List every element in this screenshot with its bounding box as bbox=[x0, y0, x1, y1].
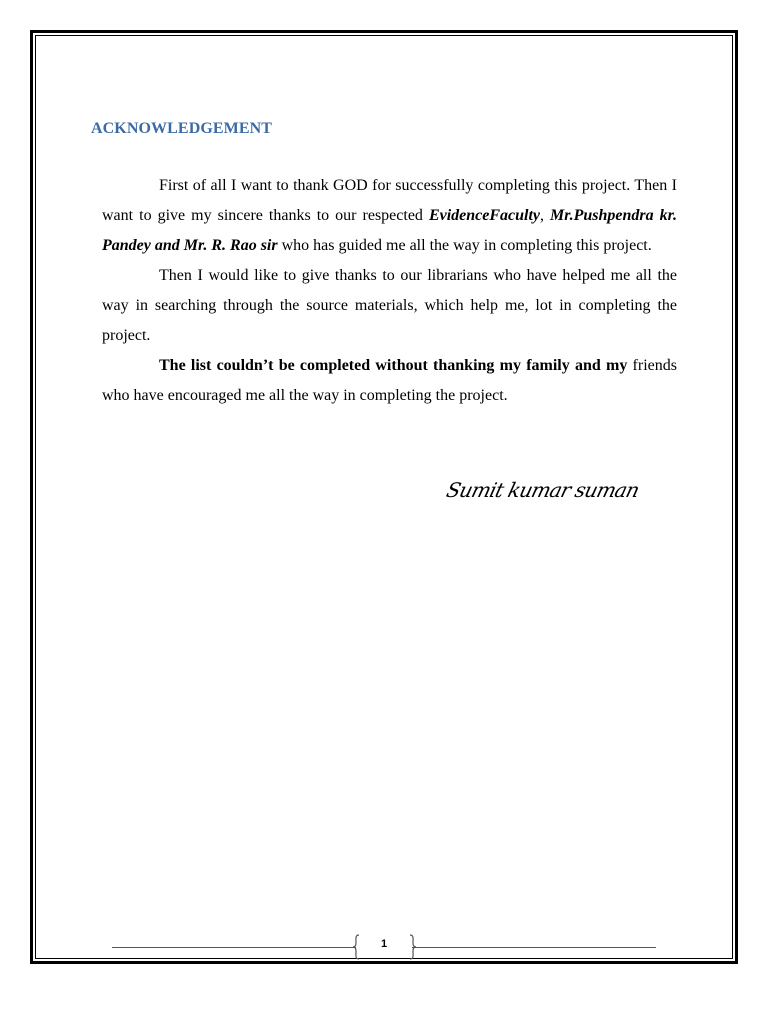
signature: Sumit kumar suman bbox=[444, 478, 642, 502]
paragraph-1-text-a: First of all I want to thank GOD for successfully completing this project. Then I want to give my sincere thanks to our respected bbox=[102, 177, 677, 224]
footer-rule-right bbox=[412, 947, 656, 948]
paragraph-1 bbox=[102, 171, 677, 261]
guide-names: Mr.Pushpendra kr. Pandey and Mr. R. Rao sir bbox=[102, 207, 677, 254]
faculty-name: EvidenceFaculty bbox=[428, 207, 541, 224]
paragraph-1-text-c: who has guided me all the way in completing this project. bbox=[277, 237, 652, 254]
paragraph-3-bold-text: The list couldn’t be completed without thanking my family and my bbox=[159, 357, 628, 374]
paragraph-2: Then I would like to give thanks to our librarians who have helped me all the way in searching through the source materials, which help me, lot in completing the project. bbox=[102, 267, 677, 344]
paragraph-3-text: friends who have encouraged me all the way in completing the project. bbox=[102, 357, 677, 404]
footer-rule-left bbox=[112, 947, 356, 948]
page-heading: ACKNOWLEDGEMENT bbox=[91, 120, 273, 137]
footer-brace-left bbox=[352, 934, 360, 960]
paragraph-1-text-b: , bbox=[540, 207, 551, 224]
acknowledgement-body bbox=[102, 171, 677, 411]
page-number: 1 bbox=[380, 938, 388, 950]
paragraph-3 bbox=[102, 351, 677, 411]
